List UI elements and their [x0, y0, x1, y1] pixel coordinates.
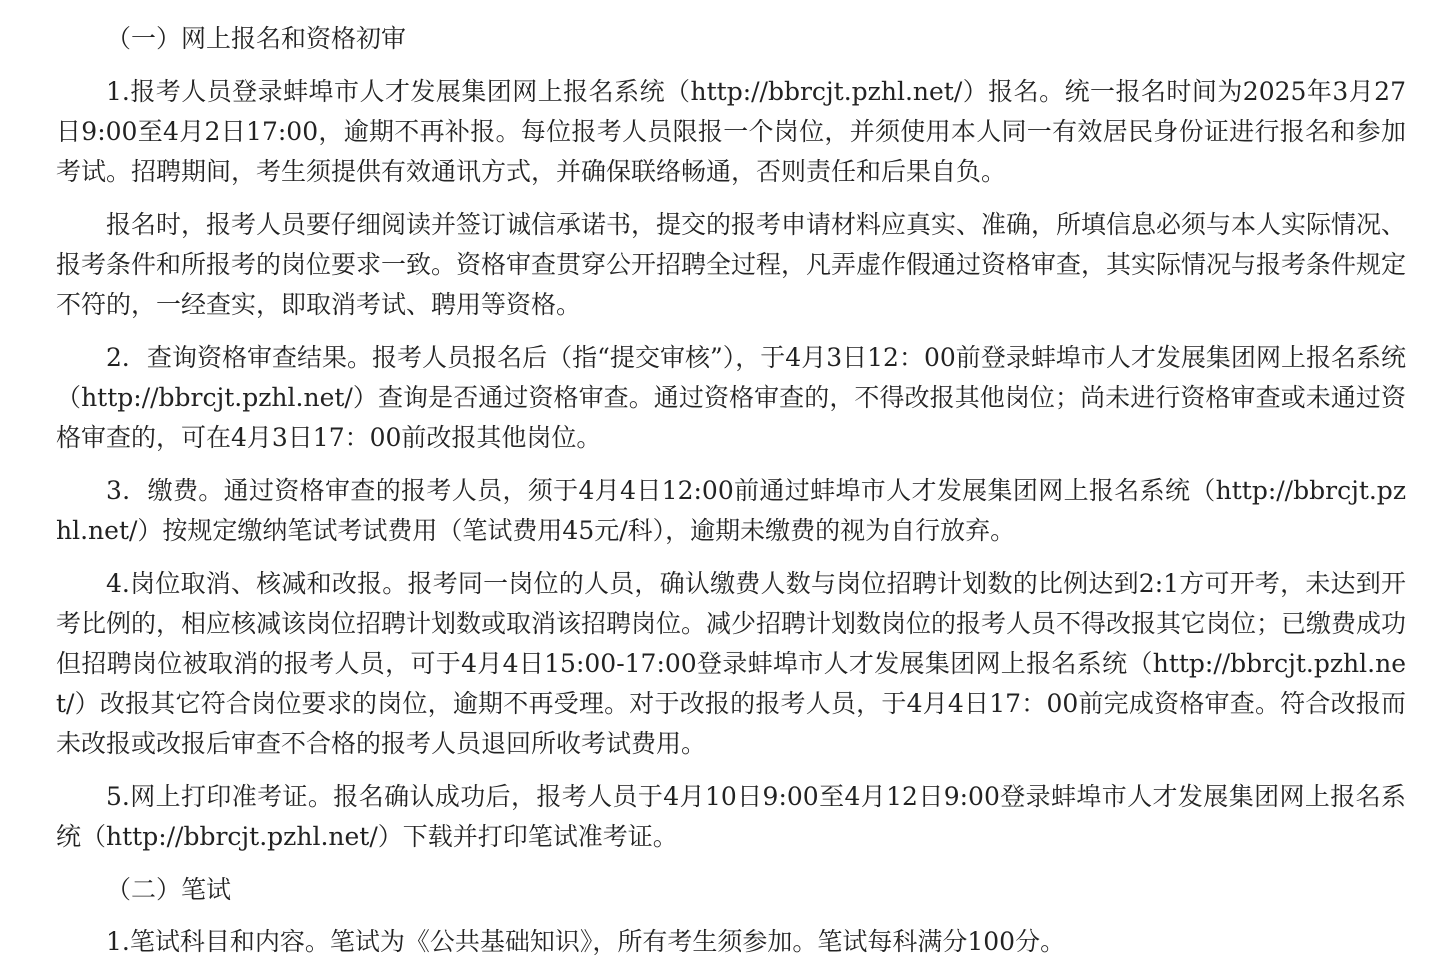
paragraph-position-cancellation: 4.岗位取消、核减和改报。报考同一岗位的人员，确认缴费人数与岗位招聘计划数的比例达到2:1方可开考，未达到开考比例的，相应核减该岗位招聘计划数或取消该招聘岗位。减少招聘计划数岗位的报考人员不得改报其它岗位；已缴费成功但招聘岗位被取消的报考人员，可于4月4日15:00-17:00登录蚌埠市人才发展集团网上报名系统（http://bbrcjt.pzhl.net/）改报其它符合岗位要求的岗位，逾期不再受理。对于改报的报考人员，于4月4日17：00前完成资格审查。符合改报而未改报或改报后审查不合格的报考人员退回所收考试费用。 [56, 569, 1407, 758]
paragraph-payment: 3．缴费。通过资格审查的报考人员，须于4月4日12:00前通过蚌埠市人才发展集团网上报名系统（http://bbrcjt.pzhl.net/）按规定缴纳笔试考试费用（笔试费用45元/科），逾期未缴费的视为自行放弃。 [56, 476, 1406, 545]
paragraph-registration: 1.报考人员登录蚌埠市人才发展集团网上报名系统（http://bbrcjt.pzhl.net/）报名。统一报名时间为2025年3月27日9:00至4月2日17:00，逾期不再补报。每位报考人员限报一个岗位，并须使用本人同一有效居民身份证进行报名和参加考试。招聘期间，考生须提供有效通讯方式，并确保联络畅通，否则责任和后果自负。 [56, 77, 1406, 186]
paragraph-query-review-results: 2．查询资格审查结果。报考人员报名后（指“提交审核”），于4月3日12：00前登录蚌埠市人才发展集团网上报名系统（http://bbrcjt.pzhl.net/）查询是否通过资格审查。通过资格审查的，不得改报其他岗位；尚未进行资格审查或未通过资格审查的，可在4月3日17：00前改报其他岗位。 [56, 343, 1406, 452]
section-heading-written-exam: （二）笔试 [106, 875, 232, 904]
paragraph-print-admission-ticket: 5.网上打印准考证。报名确认成功后，报考人员于4月10日9:00至4月12日9:00登录蚌埠市人才发展集团网上报名系统（http://bbrcjt.pzhl.net/）下载并打印笔试准考证。 [56, 782, 1406, 851]
document-body [56, 19, 1406, 975]
section-heading-online-registration: （一）网上报名和资格初审 [106, 24, 407, 53]
paragraph-integrity-commitment: 报名时，报考人员要仔细阅读并签订诚信承诺书，提交的报考申请材料应真实、准确，所填信息必须与本人实际情况、报考条件和所报考的岗位要求一致。资格审查贯穿公开招聘全过程，凡弄虚作假通过资格审查，其实际情况与报考条件规定不符的，一经查实，即取消考试、聘用等资格。 [56, 210, 1407, 319]
paragraph-exam-subjects: 1.笔试科目和内容。笔试为《公共基础知识》，所有考生须参加。笔试每科满分100分。 [106, 927, 1066, 956]
